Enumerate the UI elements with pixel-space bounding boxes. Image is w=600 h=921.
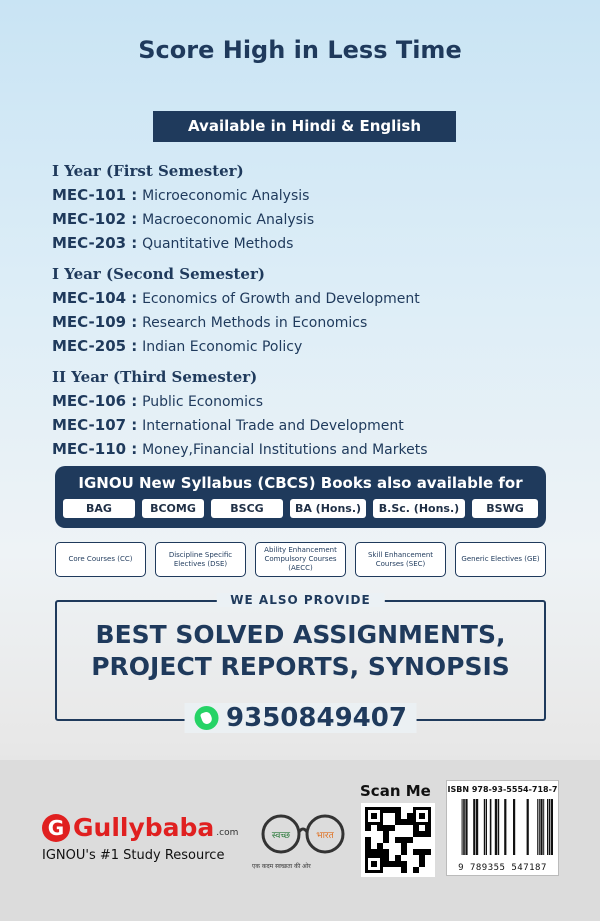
qr-finder xyxy=(413,807,431,825)
brand-suffix: .com xyxy=(216,827,239,838)
services-line: PROJECT REPORTS, SYNOPSIS xyxy=(91,652,510,681)
services-label: WE ALSO PROVIDE xyxy=(216,593,384,607)
cbcs-syllabus-panel xyxy=(55,466,546,528)
programme-tag-bcomg: BCOMG xyxy=(142,499,204,518)
qr-finder xyxy=(365,807,383,825)
course-name: International Trade and Development xyxy=(142,418,404,434)
course-type-core: Core Courses (CC) xyxy=(55,542,146,577)
brand-logo-icon: G xyxy=(42,814,70,842)
swachh-left-text: स्वच्छ xyxy=(271,830,291,840)
course-type-aecc: Ability Enhancement Compulsory Courses (AECC) xyxy=(255,542,346,577)
course-item xyxy=(52,413,572,437)
phone-number: 9350849407 xyxy=(226,703,407,733)
course-name: Quantitative Methods xyxy=(142,236,294,252)
swachh-right-text: भारत xyxy=(316,830,334,840)
course-code: MEC-203 : xyxy=(52,234,138,252)
course-name: Microeconomic Analysis xyxy=(142,188,310,204)
programme-tag-ba-hons: BA (Hons.) xyxy=(290,499,366,518)
language-badge: Available in Hindi & English xyxy=(153,111,456,142)
course-code: MEC-107 : xyxy=(52,416,138,434)
programme-tag-bsc-hons: B.Sc. (Hons.) xyxy=(373,499,465,518)
swachh-caption: एक कदम स्वच्छता की ओर xyxy=(252,863,311,870)
course-name: Research Methods in Economics xyxy=(142,315,368,331)
isbn-barcode-panel xyxy=(446,780,559,876)
course-code: MEC-110 : xyxy=(52,440,138,458)
course-type-ge: Generic Electives (GE) xyxy=(455,542,546,577)
brand-tagline: IGNOU's #1 Study Resource xyxy=(42,848,225,863)
semester-title: I Year (Second Semester) xyxy=(52,265,265,283)
semester-group xyxy=(52,263,572,358)
course-type-list xyxy=(55,542,546,577)
course-item xyxy=(52,389,572,413)
services-panel xyxy=(55,593,546,733)
semester-group xyxy=(52,366,572,461)
course-type-dse: Discipline Specific Electives (DSE) xyxy=(155,542,246,577)
programme-tag-list xyxy=(63,499,538,518)
programme-tag-bag: BAG xyxy=(63,499,135,518)
page-headline: Score High in Less Time xyxy=(138,36,462,64)
course-item xyxy=(52,334,572,358)
scan-label: Scan Me xyxy=(360,782,431,800)
semester-group xyxy=(52,160,572,255)
course-name: Indian Economic Policy xyxy=(142,339,303,355)
course-code: MEC-106 : xyxy=(52,392,138,410)
course-name: Economics of Growth and Development xyxy=(142,291,420,307)
phone-row xyxy=(184,703,417,733)
course-name: Macroeconomic Analysis xyxy=(142,212,315,228)
brand-name: Gullybaba xyxy=(73,813,215,842)
semester-title: II Year (Third Semester) xyxy=(52,368,258,386)
course-item xyxy=(52,207,572,231)
cbcs-syllabus-title: IGNOU New Syllabus (CBCS) Books also available for xyxy=(78,474,523,492)
course-code: MEC-104 : xyxy=(52,289,138,307)
course-code: MEC-102 : xyxy=(52,210,138,228)
services-line: BEST SOLVED ASSIGNMENTS, xyxy=(95,620,506,649)
course-item xyxy=(52,286,572,310)
course-name: Public Economics xyxy=(142,394,264,410)
qr-code xyxy=(361,803,435,877)
isbn-text: ISBN 978-93-5554-718-7 xyxy=(447,785,558,794)
brand-logo xyxy=(42,813,238,842)
isbn-digits: 9 789355 547187 xyxy=(458,863,547,873)
course-item xyxy=(52,183,572,207)
semester-title: I Year (First Semester) xyxy=(52,162,244,180)
qr-finder xyxy=(365,855,383,873)
barcode xyxy=(453,799,554,863)
course-code: MEC-205 : xyxy=(52,337,138,355)
course-type-sec: Skill Enhancement Courses (SEC) xyxy=(355,542,446,577)
programme-tag-bswg: BSWG xyxy=(472,499,538,518)
course-code: MEC-101 : xyxy=(52,186,138,204)
course-name: Money,Financial Institutions and Markets xyxy=(142,442,428,458)
course-list xyxy=(52,160,572,469)
course-item xyxy=(52,310,572,334)
course-item xyxy=(52,437,572,461)
course-item xyxy=(52,231,572,255)
programme-tag-bscg: BSCG xyxy=(211,499,283,518)
course-code: MEC-109 : xyxy=(52,313,138,331)
swachh-bharat-logo xyxy=(256,810,350,860)
whatsapp-icon xyxy=(194,706,218,730)
